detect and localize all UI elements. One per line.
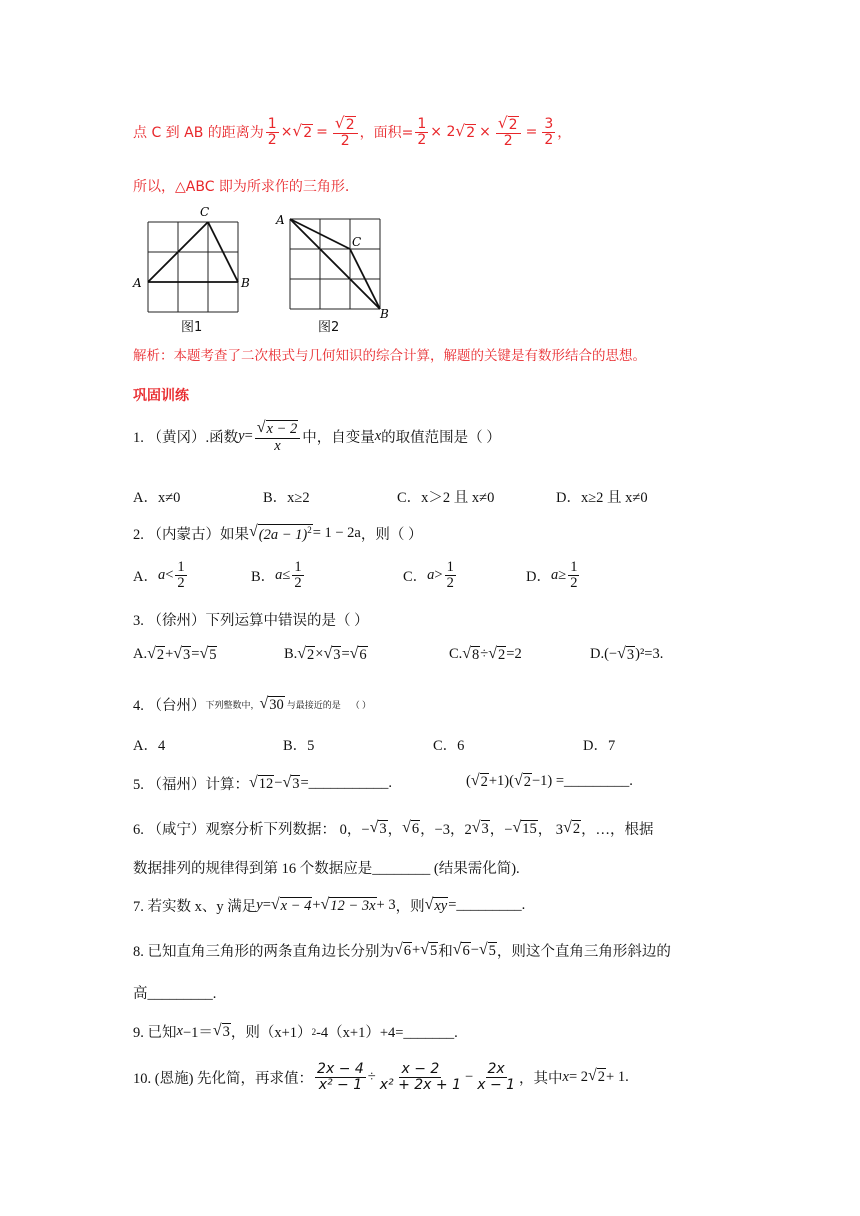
figure-2-grid xyxy=(272,204,397,322)
fig1-point-a: A xyxy=(133,276,142,290)
q4-option-b: B．5 xyxy=(283,738,315,754)
question-2: 2. （内蒙古）如果 √ $(2a - 1)^2$ = 1 − 2a ，则（ ） xyxy=(133,522,423,543)
q2-option-c: C． a > $\frac{1}{2}$ xyxy=(403,559,454,592)
fraction-half-2: $\frac{1}{2}$ xyxy=(417,116,427,148)
q4-option-c: C．6 xyxy=(433,738,465,754)
q2-option-d: D． a ≥ $\frac{1}{2}$ xyxy=(526,559,578,592)
q10-fraction-2: $\frac{x - 2}{\text{x² + 2x + 1}}$ xyxy=(379,1061,462,1093)
question-4: 4. （台州） 下列整数中， √ 30 与最接近的是 （ ） xyxy=(133,694,372,714)
q3-option-a: A. √ 2 + √ 3 = √ 5 xyxy=(133,645,217,663)
fraction-sqrt2-over-2: √ 2 2 xyxy=(333,116,358,149)
question-7: 7. 若实数 x、y 满足 y = √ x − 4 + √ 12 − 3x + 3 ，则 √ xy = _________. xyxy=(133,895,526,915)
q2-option-a: A． a < $\frac{1}{2}$ xyxy=(133,559,185,592)
q10-fraction-1: $\frac{2x - 4}{\text{x² − 1}}$ xyxy=(317,1061,364,1093)
q5-blank-1: ___________. xyxy=(308,775,392,791)
solution-analysis: 解析：本题考查了二次根式与几何知识的综合计算，解题的关键是有数形结合的思想。 xyxy=(133,348,646,364)
q1-option-a: A．x≠0 xyxy=(133,490,181,506)
question-5-part-2: ( √ 2 +1)( √ 2 −1) = _________. xyxy=(466,772,633,790)
question-8-line-2: 高_________. xyxy=(133,986,217,1002)
q3-option-b: B. √ 2 × √ 3 = √ 6 xyxy=(284,645,367,663)
q1-option-b: B．x≥2 xyxy=(263,490,310,506)
question-5: 5. （福州）计算： √ 12 − √ 3 = ___________. xyxy=(133,773,392,793)
question-8: 8. 已知直角三角形的两条直角边长分别为 √ 6 + √ 5 和 √ 6 − √ 5 ，则这个直角三角形斜边的 xyxy=(133,940,671,960)
fraction-3-over-2: $\frac{3}{2}$ xyxy=(544,116,554,148)
q1-option-d: D．x≥2 且 x≠0 xyxy=(556,490,648,506)
q1-option-c: C．x＞2 且 x≠0 xyxy=(397,490,495,506)
fraction-half: $\frac{1}{2}$ xyxy=(267,116,277,148)
q2-option-b: B． a ≤ $\frac{1}{2}$ xyxy=(251,559,302,592)
fig2-point-b: B xyxy=(380,307,389,321)
solution-conclusion: 所以，△ABC 即为所求作的三角形. xyxy=(133,179,350,195)
fraction-sqrt2-over-2-b: √ 2 2 xyxy=(496,116,521,149)
q7-blank: _________. xyxy=(456,897,526,913)
q3-option-d: D.(− √ 3 )²=3. xyxy=(590,645,664,663)
q5-blank-2: _________. xyxy=(564,773,633,790)
question-6: 6. （咸宁）观察分析下列数据： 0，− √ 3 ， √ 6 ，−3，2 √ 3 ，− √ 15 ， 3 √ 2 ，…，根据 xyxy=(133,818,654,838)
fig2-point-c: C xyxy=(352,235,362,249)
q4-option-a: A．4 xyxy=(133,738,166,754)
q3-option-c: C. √ 8 ÷ √ 2 =2 xyxy=(449,645,522,663)
fig2-point-a: A xyxy=(276,213,285,227)
question-1: 1. （黄冈）.函数 y = √ x − 2 x 中，自变量 x 的取值范围是（ ） xyxy=(133,419,501,454)
fig1-point-c: C xyxy=(200,205,210,219)
sqrt-2: √ 2 xyxy=(292,121,313,141)
question-10: 10. (恩施) 先化简，再求值： $\frac{2x - 4}{\text{x² − 1}}$ ÷ $\frac{x - 2}{\text{x² + 2x + 1}}$ − $\frac{2x}{x - 1}$ ，其中 x = 2 √ 2 + 1. xyxy=(133,1061,629,1093)
solution-text-a: 点 C 到 AB 的距离为 xyxy=(133,125,264,142)
question-3: 3. （徐州）下列运算中错误的是（ ） xyxy=(133,613,369,629)
q1-fraction: √ x − 2 x xyxy=(255,420,300,454)
q4-option-d: D．7 xyxy=(583,738,616,754)
figure-2-label: 图2 xyxy=(318,320,340,335)
section-title: 巩固训练 xyxy=(133,388,189,404)
question-9: 9. 已知 x −1＝ √ 3 ，则（x+1） 2 -4（x+1）+4=_______. xyxy=(133,1021,458,1041)
solution-text-b: ，面积= xyxy=(359,125,414,142)
solution-distance-line: 点 C 到 AB 的距离为 $\frac{1}{2}$ × √ 2 = √ 2 2 ，面积= $\frac{1}{2}$ × 2 √ 2 × √ 2 2 = $\frac{3}{2}$ ， xyxy=(133,114,572,150)
figure-1-label: 图1 xyxy=(181,320,203,335)
question-6-line-2: 数据排列的规律得到第 16 个数据应是________ (结果需化简). xyxy=(133,861,520,877)
q2-sqrt: √ $(2a - 1)^2$ xyxy=(249,522,312,543)
fig1-point-b: B xyxy=(241,276,250,290)
sqrt-2-b: √ 2 xyxy=(455,121,476,141)
q10-fraction-3: $\frac{2x}{x - 1}$ xyxy=(477,1061,516,1093)
